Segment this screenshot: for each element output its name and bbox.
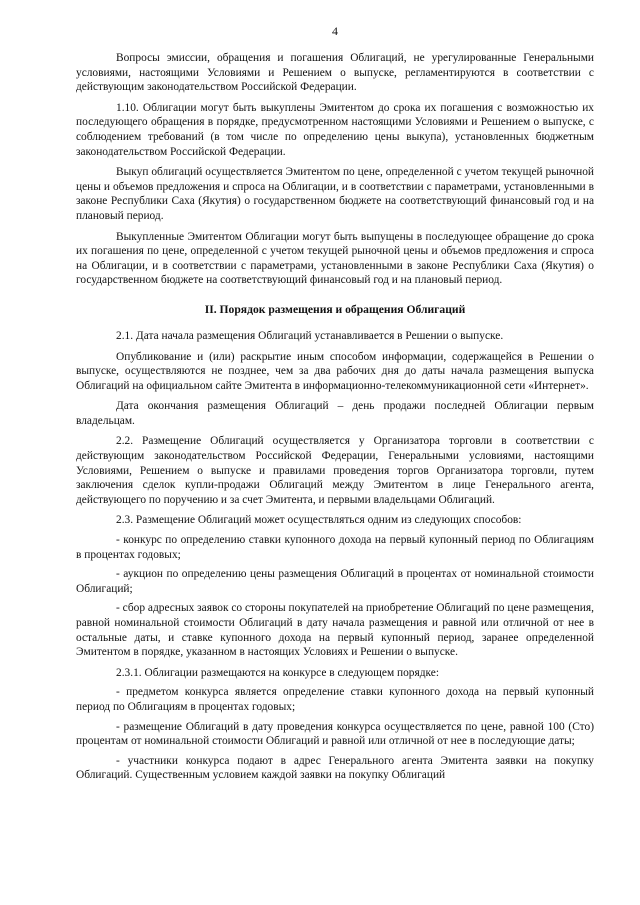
list-item: - конкурс по определению ставки купонного дохода на первый купонный период по Облигациям в процентах годовых; (76, 534, 594, 561)
paragraph: 2.3.1. Облигации размещаются на конкурсе в следующем порядке: (116, 666, 440, 679)
section-1 (76, 51, 594, 288)
paragraph: 1.10. Облигации могут быть выкуплены Эмитентом до срока их погашения с возможностью их последующего обращения в порядке, предусмотренном настоящими Условиями и Решением о выпуске, с соблюдением требований (в том числе по определению цены выкупа), установленных бюджетным законодательством Российской Федерации. (76, 101, 594, 158)
list-item: - сбор адресных заявок со стороны покупателей на приобретение Облигаций по цене размещения, равной номинальной стоимости Облигаций в дату начала размещения и равной или отличной от нее в остальные даты, и ставке купонного дохода на первый купонный период, заранее определенной Эмитентом в порядке, указанном в настоящих Условиях и Решении о выпуске. (76, 602, 594, 659)
list-item: - аукцион по определению цены размещения Облигаций в процентах от номинальной стоимости Облигаций; (76, 568, 594, 595)
paragraph: 2.2. Размещение Облигаций осуществляется у Организатора торговли в соответствии с действующим законодательством Российской Федерации, Генеральными условиями, настоящими Условиями, Решением о выпуске и правилами проведения торгов Организатора торговли, путем заключения сделок купли-продажи Облигаций между Эмитентом в лице Генерального агента, действующего по поручению и за счет Эмитента, и первыми владельцами Облигаций. (76, 435, 594, 506)
paragraph: 2.3. Размещение Облигаций может осуществляться одним из следующих способов: (116, 514, 522, 527)
page-number: 4 (332, 24, 338, 38)
paragraph: Выкупленные Эмитентом Облигации могут быть выпущены в последующее обращение до срока их погашения по цене, определенной с учетом текущей рыночной цены и объемов предложения и спроса на Облигации, и в соответствии с параметрами, установленными в законе Республики Саха (Якутия) о государственном бюджете на соответствующий финансовый год и на плановый период. (76, 230, 594, 287)
paragraph: Вопросы эмиссии, обращения и погашения Облигаций, не урегулированные Генеральными условиями, настоящими Условиями и Решением о выпуске, регламентируются в соответствии с действующим законодательством Российской Федерации. (76, 52, 594, 94)
list-item: - размещение Облигаций в дату проведения конкурса осуществляется по цене, равной 100 (Сто) процентам от номинальной стоимости Облигаций и равной или отличной от нее в последующие даты; (76, 720, 594, 748)
document-page (76, 24, 594, 788)
paragraph: 2.1. Дата начала размещения Облигаций устанавливается в Решении о выпуске. (116, 329, 504, 342)
paragraph: Дата окончания размещения Облигаций – день продажи последней Облигации первым владельцам. (76, 400, 594, 427)
section-heading: II. Порядок размещения и обращения Облигаций (204, 302, 466, 316)
list-item: - предметом конкурса является определение ставки купонного дохода на первый купонный период по Облигациям в процентах годовых; (76, 686, 594, 713)
section-2 (76, 329, 594, 783)
paragraph: Опубликование и (или) раскрытие иным способом информации, содержащейся в Решении о выпуске, осуществляются не позднее, чем за два рабочих дня до даты начала размещения выпуска Облигаций на официальном сайте Эмитента в информационно-телекоммуникационной сети «Интернет». (76, 350, 594, 392)
list-item: - участники конкурса подают в адрес Генерального агента Эмитента заявки на покупку Облигаций. Существенным условием каждой заявки на покупку Облигаций (76, 754, 594, 782)
paragraph: Выкуп облигаций осуществляется Эмитентом по цене, определенной с учетом текущей рыночной цены и объемов предложения и спроса на Облигации, и в соответствии с параметрами, установленными в законе Республики Саха (Якутия) о государственном бюджете на соответствующий финансовый год и на плановый период. (76, 166, 594, 222)
